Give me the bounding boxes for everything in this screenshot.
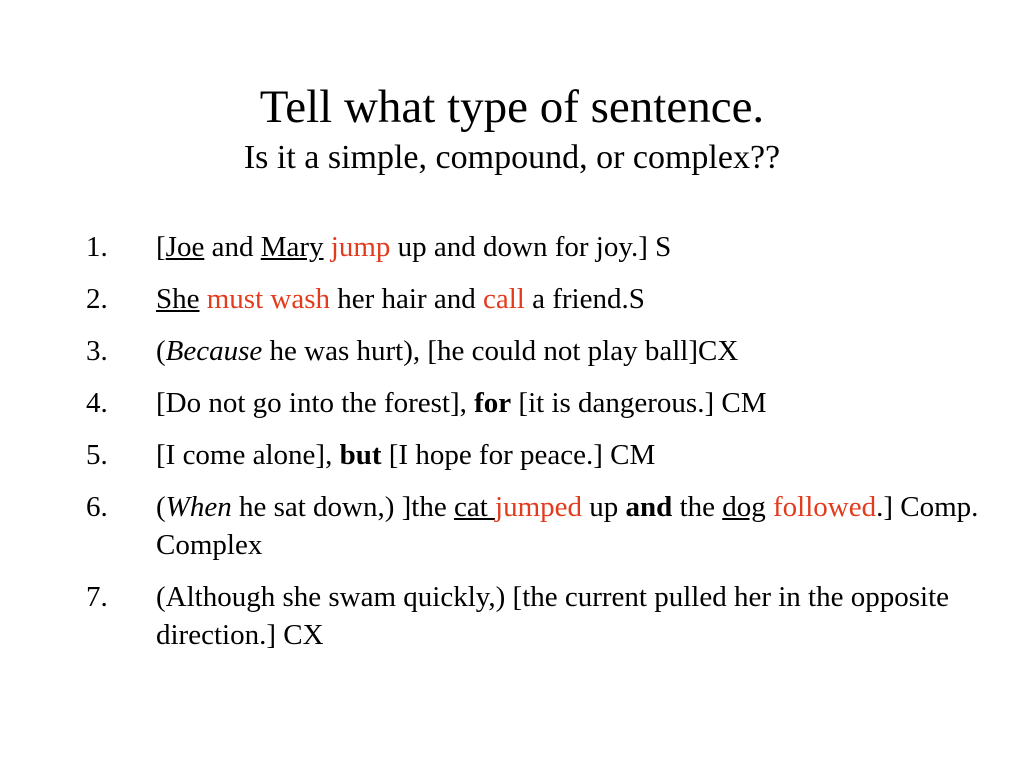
text-segment: .] Comp. Complex <box>156 491 979 561</box>
item-number: 3. <box>86 335 108 367</box>
item-number: 7. <box>86 581 108 613</box>
item-text <box>156 228 986 266</box>
conjunction-italic: Because <box>165 335 263 367</box>
slide-title: Tell what type of sentence. <box>259 81 765 133</box>
conjunction-bold: for <box>474 387 512 419</box>
list-item <box>86 228 986 266</box>
list-item <box>86 436 986 474</box>
list-item <box>86 332 986 370</box>
text-segment: [ <box>156 231 166 263</box>
slide-subtitle: Is it a simple, compound, or complex?? <box>243 139 781 176</box>
text-segment: [I come alone], <box>156 439 340 471</box>
text-segment <box>324 231 331 263</box>
text-segment: he sat down,) ]the <box>231 491 454 523</box>
text-segment: ( <box>156 335 166 367</box>
text-segment: (Although she swam quickly,) [the current pulled her in the opposite direction.] CX <box>156 581 950 651</box>
item-text <box>156 332 986 370</box>
conjunction-bold: but <box>339 439 382 471</box>
item-text <box>156 280 986 318</box>
subject-underlined: dog <box>722 491 766 523</box>
verb-highlight: followed <box>773 491 877 523</box>
verb-highlight: jumped <box>495 491 583 523</box>
verb-highlight: call <box>483 283 525 315</box>
list-item <box>86 384 986 422</box>
subject-underlined: Mary <box>260 231 324 263</box>
text-segment: her hair and <box>330 283 483 315</box>
item-number: 1. <box>86 231 108 263</box>
text-segment <box>766 491 773 523</box>
text-segment: [it is dangerous.] CM <box>511 387 767 419</box>
verb-highlight: must wash <box>206 283 330 315</box>
list-item <box>86 488 986 564</box>
item-number: 5. <box>86 439 108 471</box>
item-number: 4. <box>86 387 108 419</box>
subject-underlined: She <box>156 283 200 315</box>
text-segment: and <box>204 231 261 263</box>
text-segment: [Do not go into the forest], <box>156 387 475 419</box>
text-segment: a friend.S <box>524 283 645 315</box>
text-segment: up <box>582 491 626 523</box>
list-item <box>86 578 986 654</box>
conjunction-italic: When <box>165 491 232 523</box>
subject-underlined: Joe <box>165 231 205 263</box>
item-number: 6. <box>86 491 108 523</box>
conjunction-bold: and <box>625 491 673 523</box>
text-segment: the <box>672 491 723 523</box>
sentence-list <box>86 228 986 668</box>
text-segment <box>200 283 207 315</box>
list-item <box>86 280 986 318</box>
item-text <box>156 578 986 654</box>
text-segment: [I hope for peace.] CM <box>381 439 656 471</box>
text-segment: ( <box>156 491 166 523</box>
title-block <box>0 78 1024 180</box>
item-text <box>156 384 986 422</box>
item-text <box>156 436 986 474</box>
text-segment: he was hurt), [he could not play ball]CX <box>262 335 739 367</box>
item-number: 2. <box>86 283 108 315</box>
item-text <box>156 488 986 564</box>
verb-highlight: jump <box>330 231 391 263</box>
subject-underlined: cat <box>453 491 496 523</box>
text-segment: up and down for joy.] S <box>390 231 672 263</box>
